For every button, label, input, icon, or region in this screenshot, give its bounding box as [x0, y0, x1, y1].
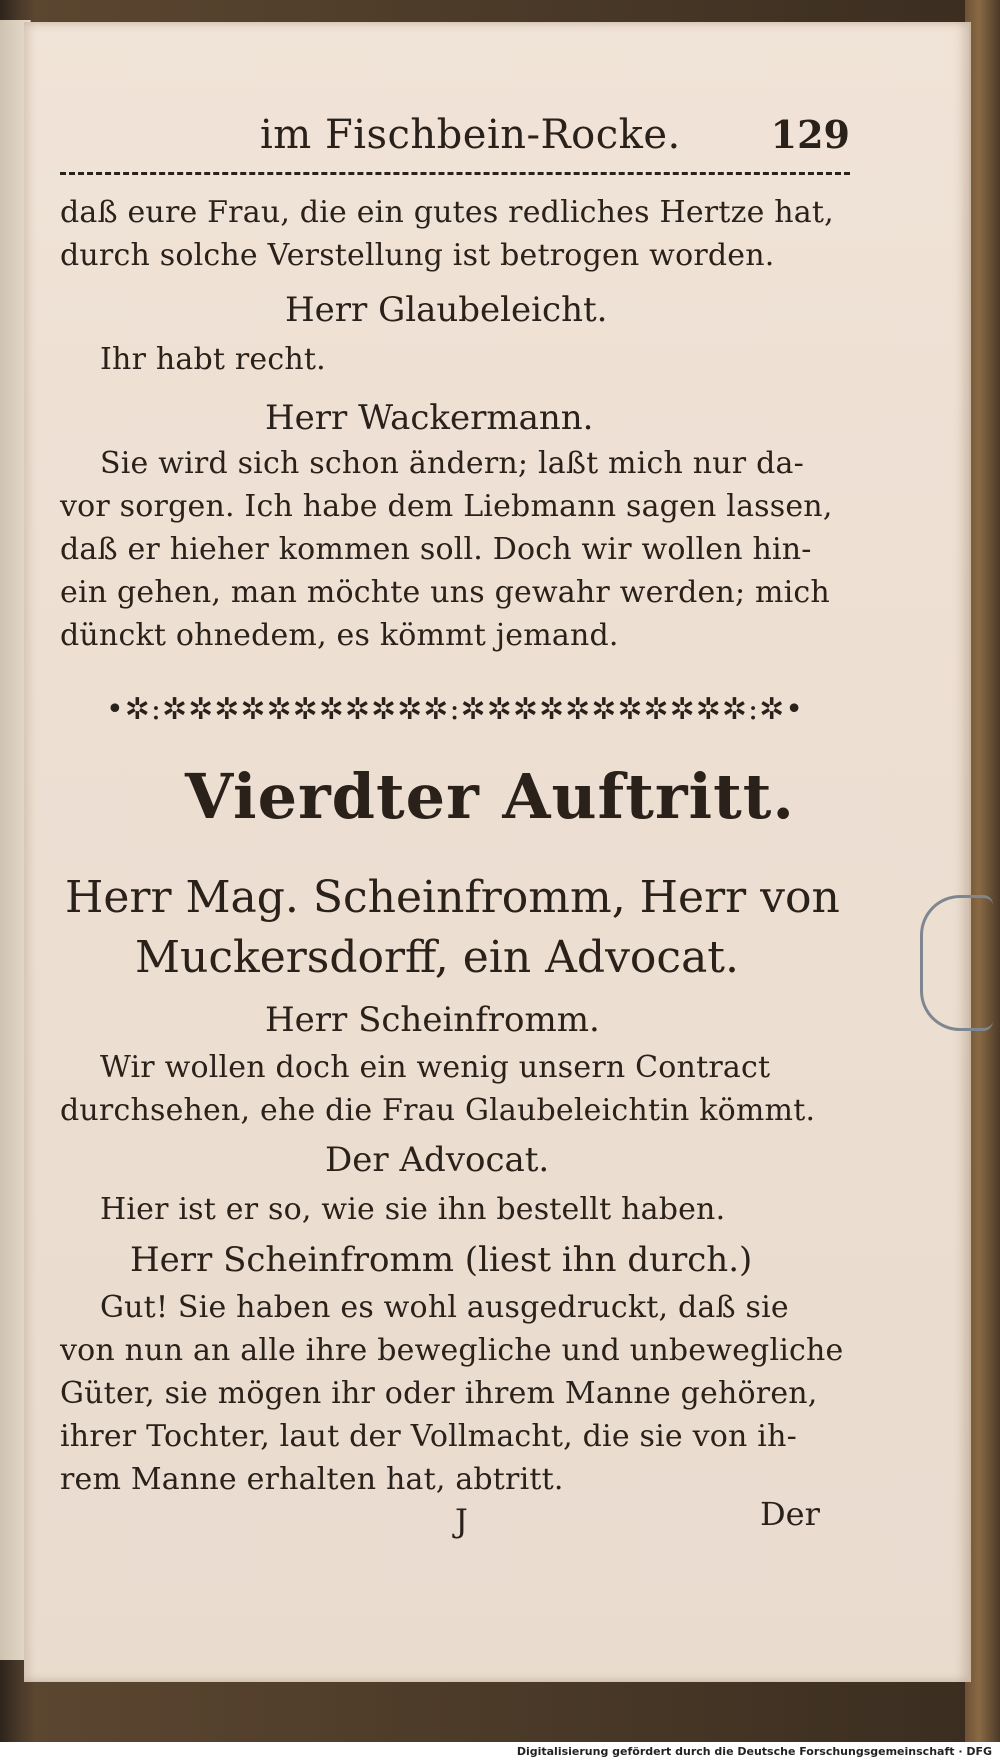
text-line: Sie wird sich schon ändern; laßt mich nur da- — [100, 446, 804, 481]
cast-line: Muckersdorff, ein Advocat. — [135, 932, 739, 983]
ornamental-divider: •✲:✲✲✲✲✲✲✲✲✲✲✲:✲✲✲✲✲✲✲✲✲✲✲:✲• — [106, 692, 804, 727]
text-line: daß er hieher kommen soll. Doch wir wollen hin- — [60, 532, 812, 567]
text-line: von nun an alle ihre bewegliche und unbewegliche — [60, 1333, 844, 1368]
speaker-heading: Herr Glaubeleicht. — [285, 290, 608, 330]
text-line: rem Manne erhalten hat, abtritt. — [60, 1462, 564, 1497]
footer-credit: Digitalisierung gefördert durch die Deutsche Forschungsgemeinschaft · DFG — [516, 1745, 992, 1758]
text-line: Güter, sie mögen ihr oder ihrem Manne gehören, — [60, 1376, 818, 1411]
speaker-heading: Herr Scheinfromm. — [265, 1000, 600, 1040]
running-title: im Fischbein-Rocke. — [260, 112, 681, 158]
scene-title: Vierdter Auftritt. — [185, 760, 795, 833]
text-line: ein gehen, man möchte uns gewahr werden; mich — [60, 575, 830, 610]
cast-line: Herr Mag. Scheinfromm, Herr von — [65, 872, 840, 923]
text-line: durch solche Verstellung ist betrogen worden. — [60, 238, 775, 273]
page-number: 129 — [770, 112, 850, 157]
speaker-heading: Der Advocat. — [325, 1140, 550, 1180]
signature-mark: J — [455, 1502, 468, 1540]
header-rule — [60, 172, 850, 175]
speaker-heading: Herr Scheinfromm (liest ihn durch.) — [130, 1240, 753, 1280]
text-line: Ihr habt recht. — [100, 342, 326, 377]
text-line: vor sorgen. Ich habe dem Liebmann sagen lassen, — [60, 489, 833, 524]
text-line: dünckt ohnedem, es kömmt jemand. — [60, 618, 619, 653]
text-line: Wir wollen doch ein wenig unsern Contract — [100, 1050, 771, 1085]
metal-clip — [920, 895, 993, 1031]
text-line: Hier ist er so, wie sie ihn bestellt haben. — [100, 1192, 726, 1227]
text-line: daß eure Frau, die ein gutes redliches Hertze hat, — [60, 195, 834, 230]
text-line: Gut! Sie haben es wohl ausgedruckt, daß sie — [100, 1290, 789, 1325]
text-line: ihrer Tochter, laut der Vollmacht, die sie von ih- — [60, 1419, 797, 1454]
footer-bar — [0, 1742, 1000, 1762]
catchword: Der — [760, 1495, 820, 1533]
page-header — [60, 112, 850, 172]
text-line: durchsehen, ehe die Frau Glaubeleichtin kömmt. — [60, 1093, 816, 1128]
speaker-heading: Herr Wackermann. — [265, 398, 594, 438]
